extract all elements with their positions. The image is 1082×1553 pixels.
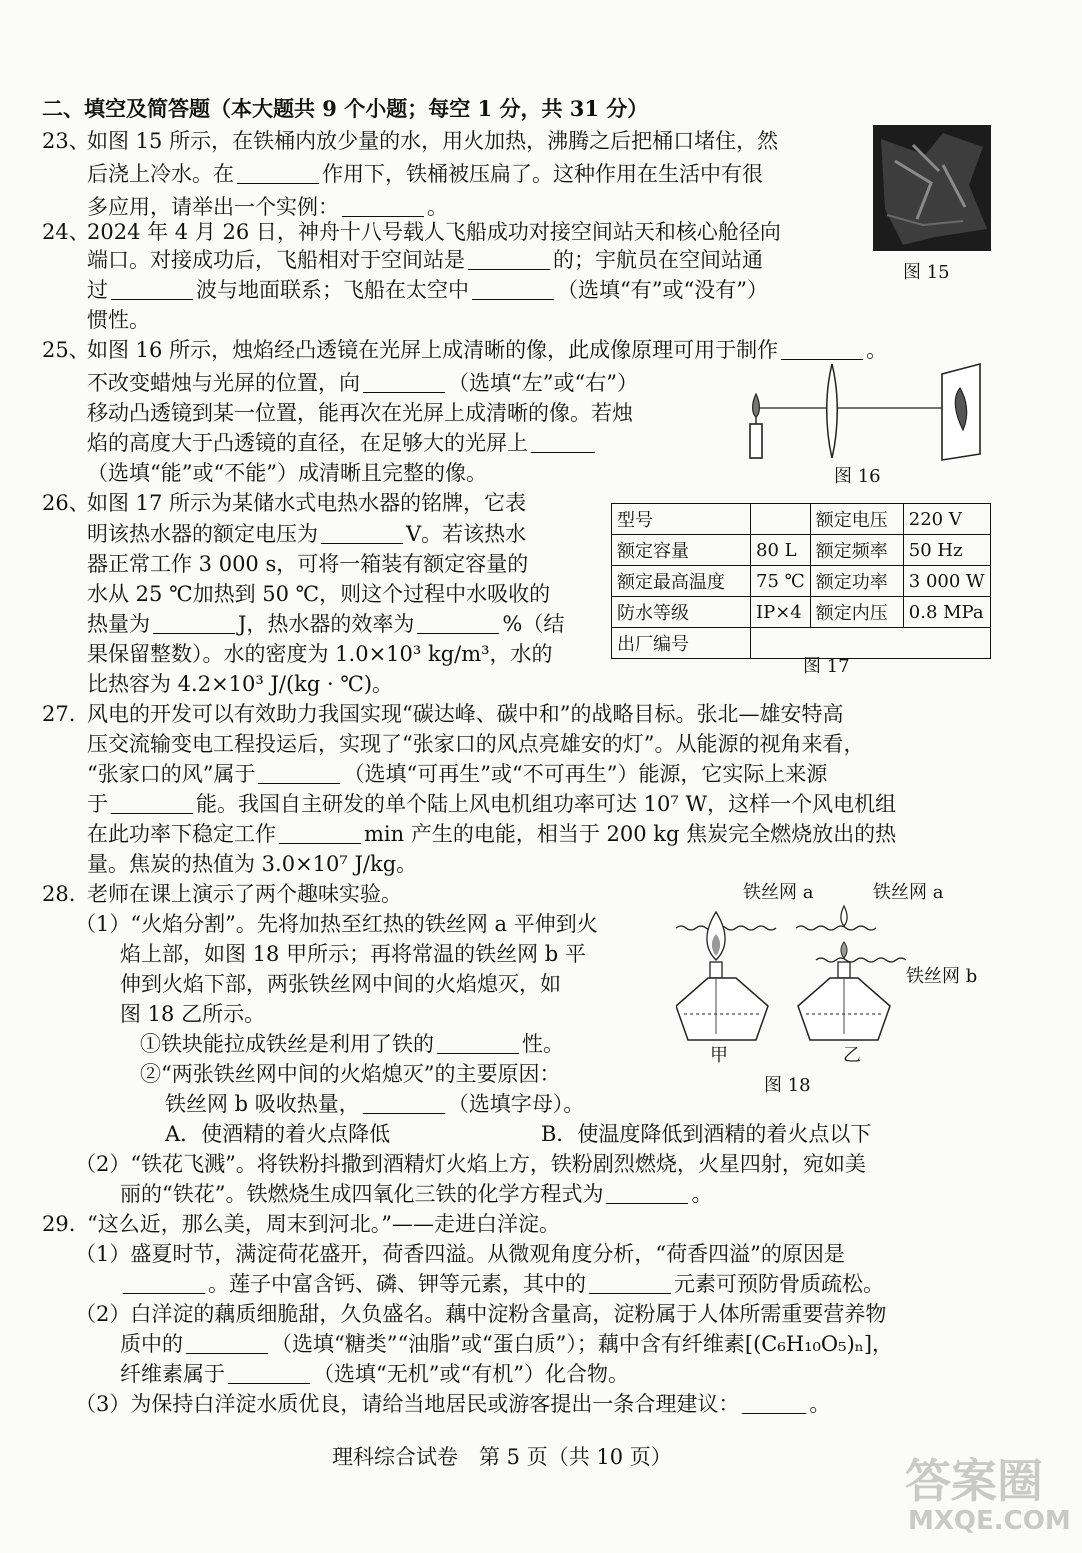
answer-blank[interactable] (781, 359, 863, 360)
answer-blank[interactable] (531, 452, 595, 453)
text-segment: 铁丝网 b 吸收热量， (165, 1092, 360, 1116)
table-row (612, 628, 991, 659)
text-line (87, 280, 768, 301)
text-segment: （选填“糖类”“油脂”或“蛋白质”）；藕中含有纤维素[(C₆H₁₀O₅)ₙ]， (271, 1332, 894, 1356)
answer-blank[interactable] (111, 299, 193, 300)
text-segment: 的；宇航员在空间站通 (553, 248, 763, 272)
text-line (87, 197, 448, 218)
text-segment: （3）为保持白洋淀水质优良，请给当地居民或游客提出一条合理建议： (75, 1392, 740, 1416)
text-segment: 不改变蜡烛与光屏的位置，向 (87, 371, 360, 395)
answer-blank[interactable] (279, 843, 361, 844)
text-line: 移动凸透镜到某一位置，能再次在光屏上成清晰的像。若烛 (87, 401, 633, 425)
label-yi: 乙 (843, 1045, 861, 1066)
text-line: “这么近，那么美，周末到河北。”——走进白洋淀。 (87, 1212, 560, 1236)
net-a-label: 铁丝网 a (743, 882, 814, 903)
text-line: 如图 17 所示为某储水式电热水器的铭牌，它表 (87, 491, 527, 515)
text-line: 焰上部，如图 18 甲所示；再将常温的铁丝网 b 平 (120, 942, 586, 966)
table-cell: 50 Hz (903, 535, 990, 566)
table-cell: 75 ℃ (751, 566, 811, 597)
table-cell: 额定电压 (810, 504, 903, 535)
text-segment: 于 (87, 792, 108, 816)
option-b: B．使温度降低到酒精的着火点以下 (541, 1122, 872, 1146)
text-line: 惯性。 (87, 308, 150, 332)
watermark-logo: 答案圈 (905, 1454, 1043, 1508)
text-line: 果保留整数）。水的密度为 1.0×10³ kg/m³，水的 (87, 642, 553, 666)
text-segment: %（结 (502, 612, 565, 636)
answer-blank[interactable] (153, 633, 235, 634)
section-heading: 二、填空及简答题（本大题共 9 个小题；每空 1 分，共 31 分） (42, 96, 649, 121)
text-line (87, 373, 638, 394)
text-segment: min 产生的电能，相当于 200 kg 焦炭完全燃烧放出的热 (364, 822, 897, 846)
net-b-label: 铁丝网 b (906, 966, 978, 987)
question-number: 29. (42, 1212, 76, 1236)
answer-blank[interactable] (363, 392, 445, 393)
table-cell (751, 504, 811, 535)
table-cell: 额定容量 (612, 535, 751, 566)
text-line: （1）盛夏时节，满淀荷花盛开，荷香四溢。从微观角度分析，“荷香四溢”的原因是 (75, 1242, 845, 1266)
text-line: 老师在课上演示了两个趣味实验。 (87, 882, 402, 906)
text-segment: 过 (87, 278, 108, 302)
alcohol-lamp-diagram (676, 902, 926, 1052)
answer-blank[interactable] (228, 1383, 310, 1384)
answer-blank[interactable] (321, 543, 403, 544)
text-segment: 后浇上冷水。在 (87, 162, 234, 186)
text-line: 伸到火焰下部，两张铁丝网中间的火焰熄灭，如 (120, 972, 561, 996)
table-cell: 80 L (751, 535, 811, 566)
text-line: （2）白洋淀的藕质细脆甜，久负盛名。藕中淀粉含量高，淀粉属于人体所需重要营养物 (75, 1302, 887, 1326)
answer-blank[interactable] (468, 269, 550, 270)
text-segment: 作用下，铁桶被压扁了。这种作用在生活中有很 (322, 162, 763, 186)
text-line (87, 340, 887, 361)
lens-experiment-diagram (744, 362, 990, 462)
heater-nameplate-table (611, 503, 991, 659)
table-cell: 额定功率 (810, 566, 903, 597)
crushed-bucket-photo (873, 125, 991, 251)
text-line (87, 794, 896, 815)
table-cell: 额定最高温度 (612, 566, 751, 597)
answer-blank[interactable] (437, 1053, 519, 1054)
text-segment: 。 (427, 195, 448, 219)
answer-blank[interactable] (258, 783, 340, 784)
table-row (612, 566, 991, 597)
answer-blank[interactable] (606, 1203, 688, 1204)
table-cell: 型号 (612, 504, 751, 535)
text-line: 量。焦炭的热值为 3.0×10⁷ J/kg。 (87, 852, 418, 876)
option-a: A．使酒精的着火点降低 (165, 1122, 391, 1146)
text-segment: ①铁块能拉成铁丝是利用了铁的 (140, 1032, 434, 1056)
text-segment: 能。我国自主研发的单个陆上风电机组功率可达 10⁷ W，这样一个风电机组 (196, 792, 897, 816)
text-segment: 热量为 (87, 612, 150, 636)
text-segment: 明该热水器的额定电压为 (87, 522, 318, 546)
answer-blank[interactable] (342, 216, 424, 217)
figure-caption: 图 17 (803, 656, 850, 677)
text-line: （1）“火焰分割”。先将加热至红热的铁丝网 a 平伸到火 (75, 912, 598, 936)
text-line (87, 614, 564, 635)
text-segment: （选填“无机”或“有机”）化合物。 (313, 1362, 629, 1386)
question-text: 如图 15 所示，在铁桶内放少量的水，用火加热，沸腾之后把桶口堵住，然 (87, 129, 779, 153)
text-segment: 焰的高度大于凸透镜的直径，在足够大的光屏上 (87, 431, 528, 455)
table-cell: 0.8 MPa (903, 597, 990, 628)
question-number: 23、 (42, 129, 90, 153)
text-segment: 多应用，请举出一个实例： (87, 195, 339, 219)
question-number: 25、 (42, 338, 90, 362)
answer-blank[interactable] (472, 299, 554, 300)
text-line: 水从 25 ℃加热到 50 ℃，则这个过程中水吸收的 (87, 582, 551, 606)
text-segment: 丽的“铁花”。铁燃烧生成四氧化三铁的化学方程式为 (120, 1182, 604, 1206)
text-segment: （选填“可再生”或“不可再生”）能源，它实际上来源 (343, 762, 828, 786)
question-number: 27. (42, 702, 76, 726)
text-segment: 。莲子中富含钙、磷、钾等元素，其中的 (208, 1272, 586, 1296)
table-row (612, 597, 991, 628)
answer-blank[interactable] (363, 1113, 445, 1114)
text-line (87, 764, 827, 785)
text-line (87, 250, 763, 271)
text-segment: 。 (809, 1392, 831, 1416)
question-number: 28. (42, 882, 76, 906)
text-line: 比热容为 4.2×10³ J/(kg · ℃)。 (87, 672, 394, 696)
text-segment: （选填“有”或“没有”） (557, 278, 768, 302)
text-line (87, 164, 763, 185)
text-segment: （选填字母）。 (447, 1092, 585, 1116)
question-number: 24、 (42, 220, 90, 244)
text-segment: J，热水器的效率为 (238, 612, 415, 636)
net-a-label: 铁丝网 a (873, 882, 944, 903)
text-line (120, 1184, 712, 1205)
text-segment: 。 (866, 338, 888, 362)
text-line (87, 824, 896, 845)
text-segment: 元素可预防骨质疏松。 (674, 1272, 884, 1296)
figure-caption: 图 15 (903, 262, 950, 283)
label-jia: 甲 (710, 1045, 728, 1066)
answer-blank[interactable] (237, 183, 319, 184)
table-cell: 额定频率 (810, 535, 903, 566)
text-segment: 在此功率下稳定工作 (87, 822, 276, 846)
text-line: ②“两张铁丝网中间的火焰熄灭”的主要原因： (140, 1062, 561, 1086)
text-segment: 端口。对接成功后，飞船相对于空间站是 (87, 248, 465, 272)
text-line: （选填“能”或“不能”）成清晰且完整的像。 (87, 461, 487, 485)
text-line: 器正常工作 3 000 s，可将一箱装有额定容量的 (87, 552, 529, 576)
text-line (75, 1394, 830, 1415)
table-cell: 220 V (903, 504, 990, 535)
text-segment: 。 (691, 1182, 713, 1206)
text-segment: 纤维素属于 (120, 1362, 225, 1386)
text-line: （2）“铁花飞溅”。将铁粉抖撒到酒精灯火焰上方，铁粉剧烈燃烧，火星四射，宛如美 (75, 1152, 866, 1176)
text-segment: 质中的 (120, 1332, 183, 1356)
table-cell: 防水等级 (612, 597, 751, 628)
table-row (612, 504, 991, 535)
text-line (120, 1274, 884, 1295)
text-line (120, 1334, 893, 1355)
text-segment: （选填“左”或“右”） (448, 371, 638, 395)
table-cell: 出厂编号 (612, 628, 751, 659)
text-segment: 波与地面联系；飞船在太空中 (196, 278, 469, 302)
text-line (165, 1094, 584, 1115)
question-text: 2024 年 4 月 26 日，神舟十八号载人飞船成功对接空间站天和核心舱径向 (87, 220, 781, 244)
figure-caption: 图 16 (834, 466, 881, 487)
figure-caption: 图 18 (764, 1075, 811, 1096)
answer-blank[interactable] (111, 813, 193, 814)
answer-blank[interactable] (589, 1293, 671, 1294)
text-line (87, 433, 598, 454)
question-number: 26、 (42, 491, 90, 515)
table-cell: 额定内压 (810, 597, 903, 628)
text-line (120, 1364, 629, 1385)
text-line: 压交流输变电工程投运后，实现了“张家口的风点亮雄安的灯”。从能源的视角来看， (87, 732, 865, 756)
text-segment: 性。 (522, 1032, 564, 1056)
answer-blank[interactable] (123, 1293, 205, 1294)
table-cell (751, 628, 991, 659)
text-segment: V。若该热水 (406, 522, 527, 546)
table-cell: 3 000 W (903, 566, 990, 597)
answer-blank[interactable] (417, 633, 499, 634)
text-line: 图 18 乙所示。 (120, 1002, 266, 1026)
answer-blank[interactable] (742, 1413, 806, 1414)
text-segment: “张家口的风”属于 (87, 762, 256, 786)
answer-blank[interactable] (186, 1353, 268, 1354)
table-cell: IP×4 (751, 597, 811, 628)
table-row (612, 535, 991, 566)
watermark-url: MXQE.COM (908, 1506, 1071, 1536)
text-line: 风电的开发可以有效助力我国实现“碳达峰、碳中和”的战略目标。张北—雄安特高 (87, 702, 844, 726)
text-line (87, 524, 526, 545)
text-segment: 如图 16 所示，烛焰经凸透镜在光屏上成清晰的像，此成像原理可用于制作 (87, 338, 779, 362)
page-footer: 理科综合试卷 第 5 页（共 10 页） (332, 1445, 672, 1469)
text-line (140, 1034, 564, 1055)
